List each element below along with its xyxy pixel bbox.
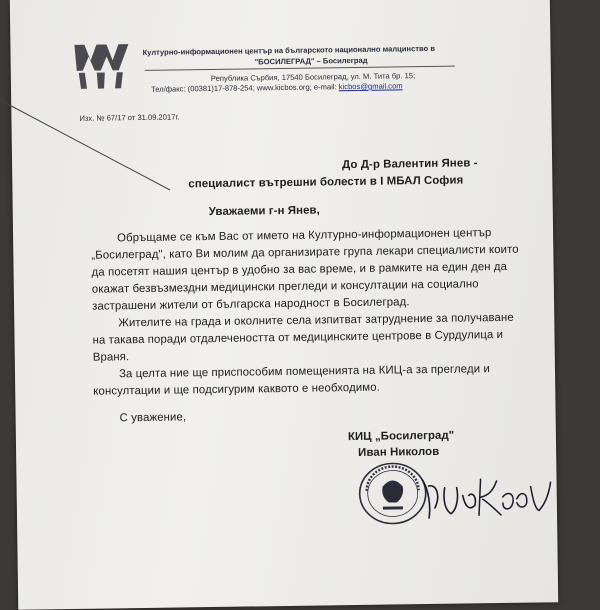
signatory-name: Иван Николов [358,445,440,459]
body-line: окажат безвъзмездни медицински прегледи и консултации на социално [91,278,479,296]
body-line: на такава поради отдалечеността от медицинските центрове в Сурдулица и [92,328,504,347]
letterhead-org-city: "БОСИЛЕГРАД" – Босилеград [254,55,368,67]
body-line: За целта ние ще приспособим помещенията на КИЦ-а за прегледи и [118,363,490,381]
reference-number: Изх. № 67/17 от 31.09.2017г. [79,112,180,123]
email-link[interactable]: kicbos@gmail.com [338,81,403,92]
salutation: Уважаеми г-н Янев, [208,204,320,219]
contacts-text: Тел/факс: (00381)17-878-254; www.kicbos.org; e-mail: [150,82,339,94]
letterhead-address: Република Сърбия, 17540 Босилеград, ул. М. Тита бр. 15; [210,71,416,83]
body-line: Враня. [92,351,130,364]
letterhead-org-name: Културно-информационен център на българското национално малцинство в [142,43,436,57]
body-line: застрашени жители от българска народност в Босилеград. [91,296,410,313]
body-line: Жителите на града и околните села изпитват затруднение за получаване [118,311,514,330]
signatory-org: КИЦ „Босилеград" [347,429,455,444]
body-line: да посетят нашия център в удобно за вас време, и в рамките на един ден да [91,260,508,279]
closing: С уважение, [119,411,187,425]
recipient-line-2: специалист вътрешни болести в I МБАЛ София [188,174,464,191]
recipient-line-1: До Д-р Валентин Янев - [342,157,478,172]
body-line: Обръщаме се към Вас от името на Културно-информационен център [117,227,492,245]
body-line: консултации и ще подсигурим каквото е необходимо. [93,381,380,398]
body-line: „Босилеград", като Ви молим да организирате група лекари специалисти които [91,243,519,262]
